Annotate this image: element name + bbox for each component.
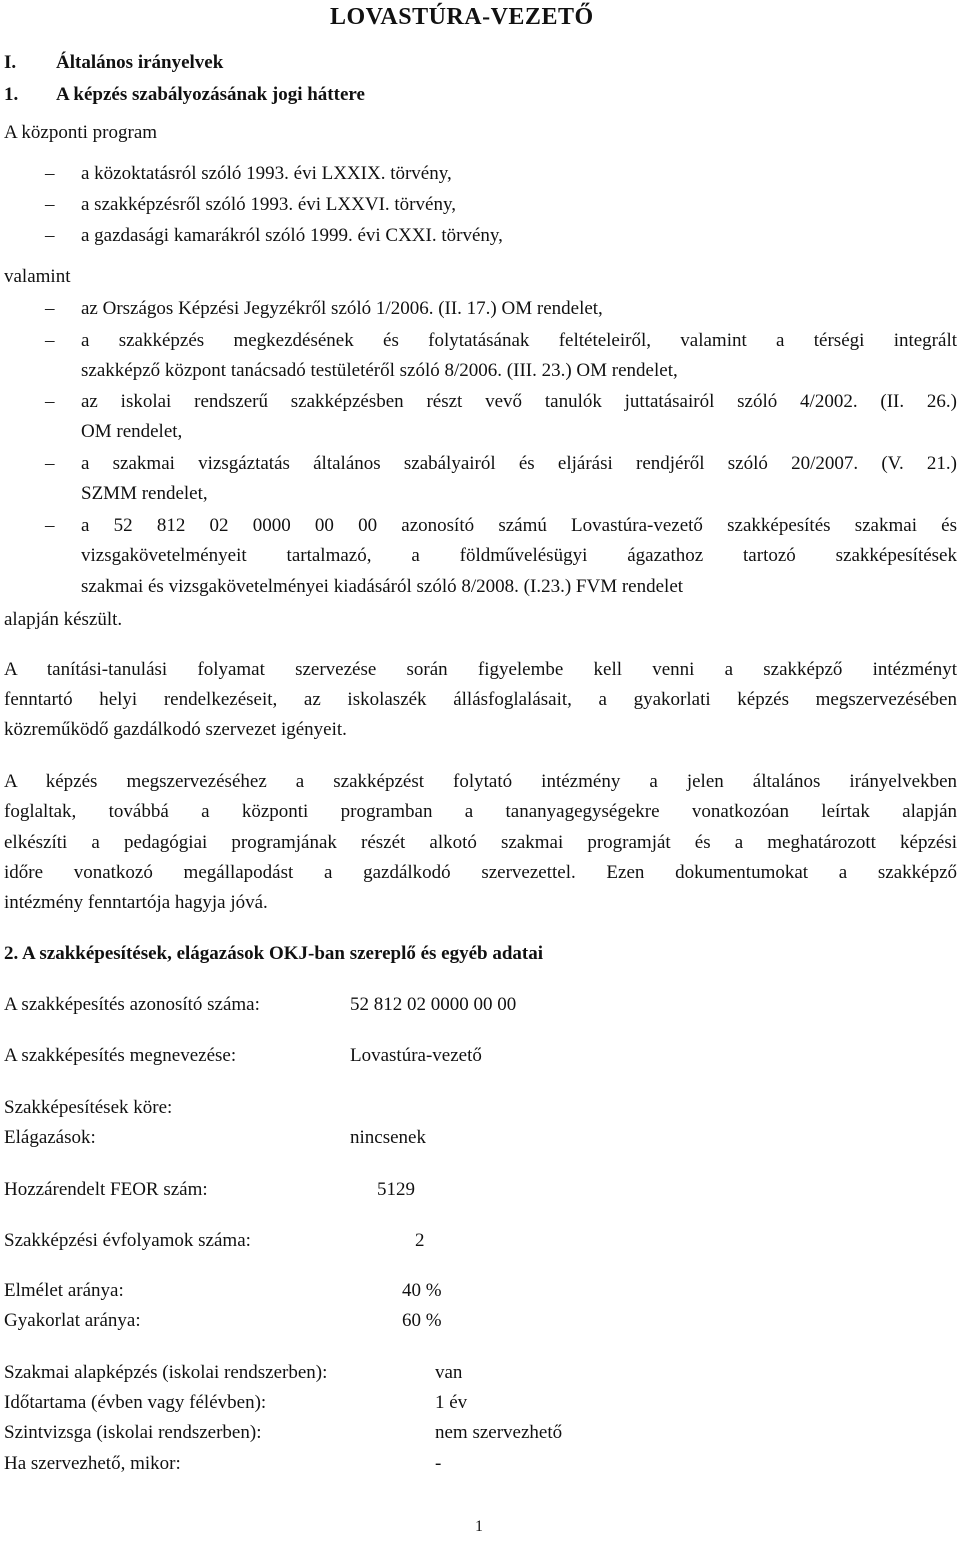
list-dash: –	[45, 391, 55, 412]
list-dash: –	[45, 453, 55, 474]
paragraph-line: foglaltak, továbbá a központi programban a tananyagegységekre vonatkozóan leírtak alapján	[4, 801, 957, 822]
field-label-duration: Időtartama (évben vagy félévben):	[4, 1392, 267, 1413]
list-item: a közoktatásról szóló 1993. évi LXXIX. törvény,	[81, 163, 452, 184]
list-item-cont: vizsgakövetelményeit tartalmazó, a földművelésügyi ágazathoz tartozó szakképesítések	[81, 545, 957, 566]
field-label-name: A szakképesítés megnevezése:	[4, 1045, 237, 1066]
list-dash: –	[45, 194, 55, 215]
list-item: az Országos Képzési Jegyzékről szóló 1/2006. (II. 17.) OM rendelet,	[81, 298, 603, 319]
paragraph-line: közreműködő gazdálkodó szervezet igényeit.	[4, 719, 347, 740]
section-title: Általános irányelvek	[56, 52, 224, 73]
field-value-years: 2	[415, 1230, 425, 1251]
field-value-exam: nem szervezhető	[435, 1422, 563, 1443]
alapjan-text: alapján készült.	[4, 609, 123, 630]
field-label-id: A szakképesítés azonosító száma:	[4, 994, 260, 1015]
field-value-name: Lovastúra-vezető	[350, 1045, 482, 1066]
field-value-id: 52 812 02 0000 00 00	[350, 994, 517, 1015]
subsection-number: 1.	[4, 84, 19, 105]
field-value-when: -	[435, 1453, 442, 1474]
field-label-when: Ha szervezhető, mikor:	[4, 1453, 181, 1474]
field-value-practice: 60 %	[402, 1310, 442, 1331]
field-label-exam: Szintvizsga (iskolai rendszerben):	[4, 1422, 262, 1443]
list-item: a 52 812 02 0000 00 00 azonosító számú Lovastúra-vezető szakképesítés szakmai és	[81, 515, 957, 536]
list-item: a szakképzésről szóló 1993. évi LXXVI. törvény,	[81, 194, 456, 215]
list-dash: –	[45, 225, 55, 246]
subsection-title: A képzés szabályozásának jogi háttere	[56, 84, 365, 105]
paragraph-line: intézmény fenntartója hagyja jóvá.	[4, 892, 268, 913]
paragraph-line: A képzés megszervezéséhez a szakképzést folytató intézmény a jelen általános irányelvekben	[4, 771, 957, 792]
field-value-branch: nincsenek	[350, 1127, 426, 1148]
list-item-cont: OM rendelet,	[81, 421, 183, 442]
paragraph-line: elkészíti a pedagógiai programjának részét alkotó szakmai programját és a meghatározott képzési	[4, 832, 957, 853]
section2-title: 2. A szakképesítések, elágazások OKJ-ban szereplő és egyéb adatai	[4, 943, 544, 964]
list-item-cont: szakképző központ tanácsadó testületéről szóló 8/2006. (III. 23.) OM rendelet,	[81, 360, 678, 381]
list-item: a szakmai vizsgáztatás általános szabályairól és eljárási rendjéről szóló 20/2007. (V. 21.)	[81, 453, 957, 474]
field-label-theory: Elmélet aránya:	[4, 1280, 124, 1301]
valamint-text: valamint	[4, 266, 71, 287]
field-label-branch: Elágazások:	[4, 1127, 96, 1148]
field-value-duration: 1 év	[435, 1392, 468, 1413]
page-number: 1	[475, 1518, 483, 1535]
paragraph-line: fenntartó helyi rendelkezéseit, az iskolaszék állásfoglalásait, a gyakorlati képzés megszervezésében	[4, 689, 957, 710]
list-item: a gazdasági kamarákról szóló 1999. évi CXXI. törvény,	[81, 225, 503, 246]
paragraph-line: A tanítási-tanulási folyamat szervezése során figyelembe kell venni a szakképző intézményt	[4, 659, 957, 680]
field-label-years: Szakképzési évfolyamok száma:	[4, 1230, 251, 1251]
list-item: az iskolai rendszerű szakképzésben részt vevő tanulók juttatásairól szóló 4/2002. (II. 26.)	[81, 391, 957, 412]
field-label-feor: Hozzárendelt FEOR szám:	[4, 1179, 208, 1200]
intro-text: A központi program	[4, 122, 158, 143]
field-value-basic: van	[435, 1362, 463, 1383]
list-dash: –	[45, 330, 55, 351]
field-label-basic: Szakmai alapképzés (iskolai rendszerben):	[4, 1362, 328, 1383]
field-label-practice: Gyakorlat aránya:	[4, 1310, 141, 1331]
list-dash: –	[45, 298, 55, 319]
list-item: a szakképzés megkezdésének és folytatásának feltételeiről, valamint a térségi integrált	[81, 330, 957, 351]
field-value-feor: 5129	[377, 1179, 415, 1200]
field-label-scope: Szakképesítések köre:	[4, 1097, 173, 1118]
list-item-cont: SZMM rendelet,	[81, 483, 208, 504]
list-dash: –	[45, 515, 55, 536]
field-value-theory: 40 %	[402, 1280, 442, 1301]
list-dash: –	[45, 163, 55, 184]
document-title: LOVASTÚRA-VEZETŐ	[330, 4, 594, 30]
list-item-cont: szakmai és vizsgakövetelményei kiadásáról szóló 8/2008. (I.23.) FVM rendelet	[81, 576, 684, 597]
paragraph-line: időre vonatkozó megállapodást a gazdálkodó szervezettel. Ezen dokumentumokat a szakképző	[4, 862, 957, 883]
section-number: I.	[4, 52, 17, 73]
